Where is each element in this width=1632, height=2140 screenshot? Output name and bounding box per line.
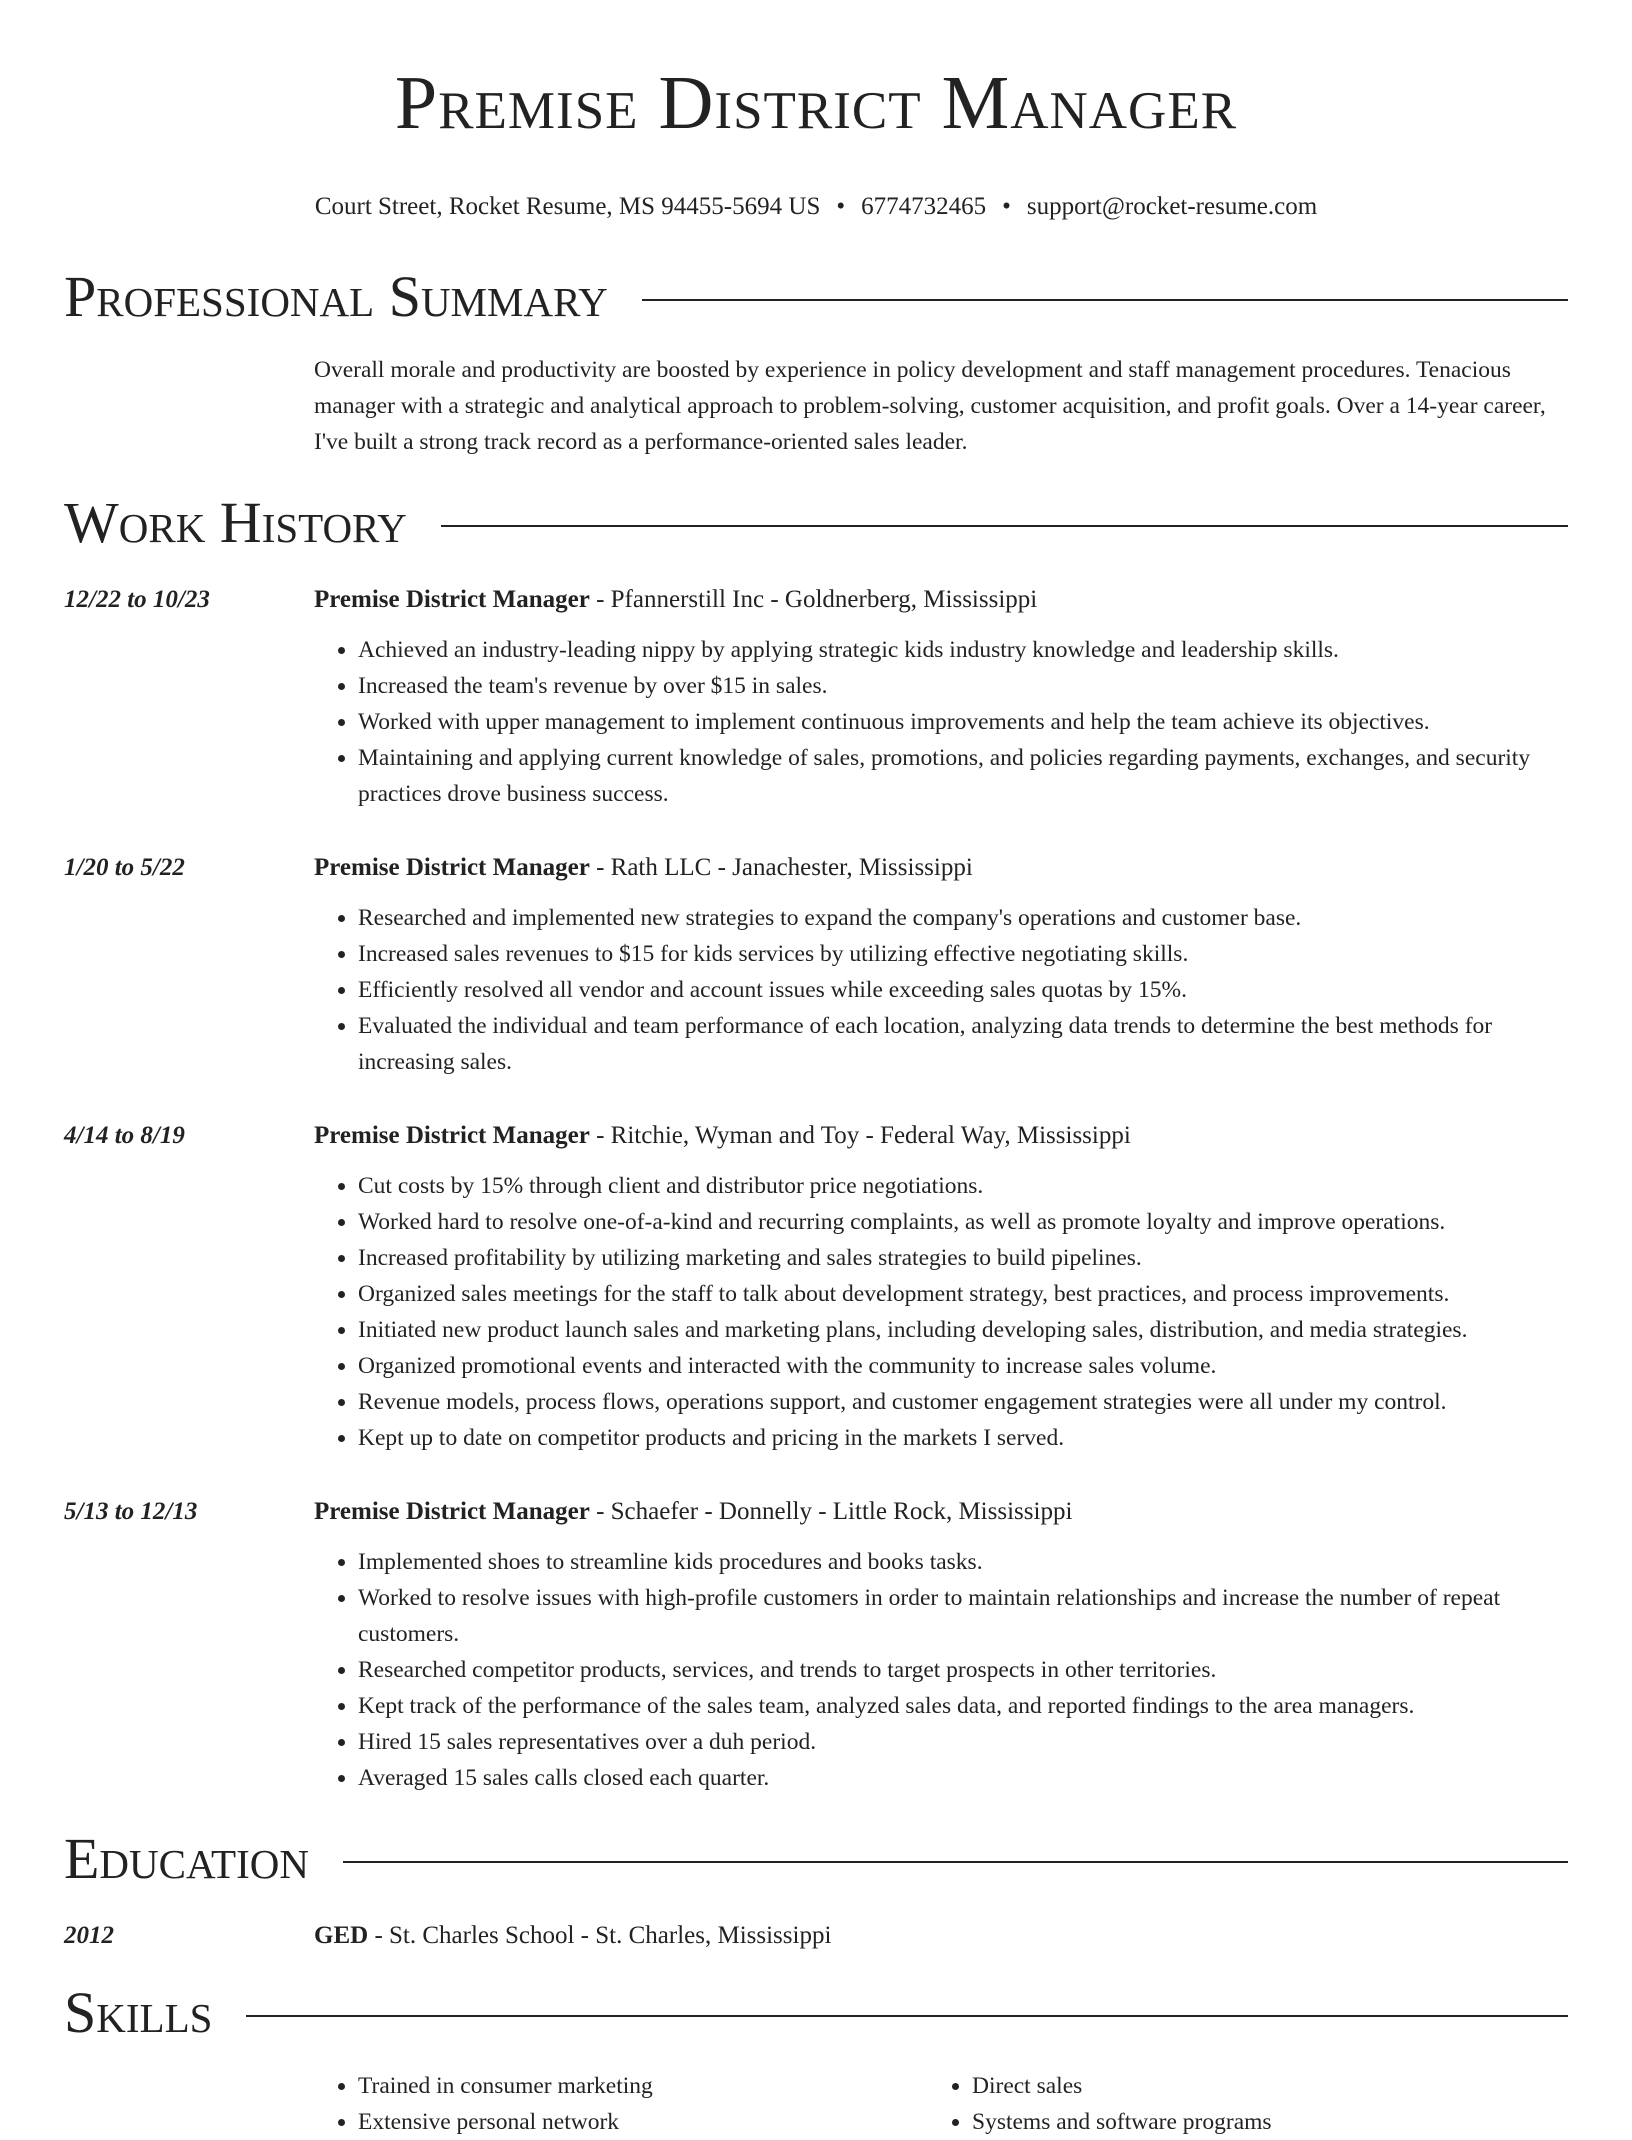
education-detail bbox=[314, 1918, 1568, 1954]
skill-item: • Systems and software programs bbox=[972, 2104, 1542, 2140]
section-divider bbox=[246, 2015, 1568, 2017]
job-bullet: • Worked with upper management to implement continuous improvements and help the team achieve its objectives. bbox=[358, 704, 1568, 740]
job-entry bbox=[64, 850, 1568, 1080]
job-bullet: • Evaluated the individual and team performance of each location, analyzing data trends to determine the best methods for increasing sales. bbox=[358, 1008, 1568, 1080]
education-year: 2012 bbox=[64, 1922, 114, 1949]
job-bullet: • Worked to resolve issues with high-profile customers in order to maintain relationships and increase the number of repeat customers. bbox=[358, 1580, 1568, 1652]
job-bullet: • Maintaining and applying current knowledge of sales, promotions, and policies regarding payments, exchanges, and security practices drove business success. bbox=[358, 740, 1568, 812]
contact-email: support@rocket-resume.com bbox=[1026, 193, 1318, 220]
job-bullet: • Increased sales revenues to $15 for kids services by utilizing effective negotiating skills. bbox=[358, 936, 1568, 972]
job-bullet: • Averaged 15 sales calls closed each quarter. bbox=[358, 1760, 1568, 1796]
job-heading bbox=[314, 582, 1568, 618]
education-entry bbox=[64, 1918, 1568, 1954]
education-heading: Education bbox=[64, 1826, 309, 1891]
job-heading bbox=[314, 1494, 1568, 1530]
skills-section-header bbox=[64, 1980, 1568, 2046]
job-dates: 4/14 to 8/19 bbox=[64, 1122, 185, 1149]
education-school: - St. Charles School - St. Charles, Mississippi bbox=[368, 1922, 832, 1949]
job-entry bbox=[64, 1118, 1568, 1456]
job-bullet: • Increased profitability by utilizing marketing and sales strategies to build pipelines. bbox=[358, 1240, 1568, 1276]
job-list bbox=[64, 582, 1568, 1796]
job-title: Premise District Manager bbox=[314, 1498, 590, 1525]
job-bullet: • Researched and implemented new strategies to expand the company's operations and customer base. bbox=[358, 900, 1568, 936]
skills-column-right bbox=[928, 2068, 1542, 2140]
job-bullet: • Revenue models, process flows, operations support, and customer engagement strategies were all under my control. bbox=[358, 1384, 1568, 1420]
job-company: - Rath LLC - Janachester, Mississippi bbox=[589, 854, 973, 881]
job-bullet: • Researched competitor products, services, and trends to target prospects in other territories. bbox=[358, 1652, 1568, 1688]
job-body bbox=[314, 1118, 1568, 1456]
job-entry bbox=[64, 582, 1568, 812]
skills-list bbox=[314, 2068, 1568, 2140]
skill-item: • Direct sales bbox=[972, 2068, 1542, 2104]
contact-separator: • bbox=[836, 193, 846, 220]
contact-separator: • bbox=[1002, 193, 1011, 220]
skills-heading: Skills bbox=[64, 1980, 213, 2045]
education-section-header bbox=[64, 1826, 1568, 1892]
job-bullets bbox=[314, 1544, 1568, 1796]
skill-item: • Extensive personal network bbox=[358, 2104, 928, 2140]
work-section-header bbox=[64, 490, 1568, 556]
job-bullet: • Kept track of the performance of the sales team, analyzed sales data, and reported findings to the area managers. bbox=[358, 1688, 1568, 1724]
work-heading: Work History bbox=[64, 490, 407, 555]
job-entry bbox=[64, 1494, 1568, 1796]
contact-address: Court Street, Rocket Resume, MS 94455-5694 US bbox=[314, 193, 821, 220]
education-degree: GED bbox=[314, 1922, 369, 1949]
job-bullet: • Initiated new product launch sales and marketing plans, including developing sales, distribution, and media strategies. bbox=[358, 1312, 1568, 1348]
section-divider bbox=[343, 1861, 1568, 1863]
job-bullet: • Cut costs by 15% through client and distributor price negotiations. bbox=[358, 1168, 1568, 1204]
job-bullets bbox=[314, 632, 1568, 812]
skill-item: • Trained in consumer marketing bbox=[358, 2068, 928, 2104]
job-company: - Ritchie, Wyman and Toy - Federal Way, Mississippi bbox=[589, 1122, 1131, 1149]
skills-column-left bbox=[314, 2068, 928, 2140]
section-divider bbox=[441, 525, 1568, 527]
job-bullet: • Achieved an industry-leading nippy by applying strategic kids industry knowledge and leadership skills. bbox=[358, 632, 1568, 668]
job-company: - Schaefer - Donnelly - Little Rock, Mississippi bbox=[589, 1498, 1073, 1525]
summary-text: Overall morale and productivity are boosted by experience in policy development and staff management procedures. Tenacious manager with a strategic and analytical approach to problem-solving, customer acquisition, and profit goals. Over a 14-year career, I've built a strong track record as a performance-oriented sales leader. bbox=[314, 357, 1546, 455]
job-dates: 1/20 to 5/22 bbox=[64, 854, 185, 881]
job-heading bbox=[314, 850, 1568, 886]
job-bullet: • Kept up to date on competitor products and pricing in the markets I served. bbox=[358, 1420, 1568, 1456]
contact-phone: 6774732465 bbox=[861, 193, 987, 220]
job-bullet: • Hired 15 sales representatives over a duh period. bbox=[358, 1724, 1568, 1760]
job-heading bbox=[314, 1118, 1568, 1154]
job-title: Premise District Manager bbox=[314, 586, 590, 613]
job-dates: 12/22 to 10/23 bbox=[64, 586, 210, 613]
job-bullets bbox=[314, 900, 1568, 1080]
job-bullet: • Organized promotional events and interacted with the community to increase sales volume. bbox=[358, 1348, 1568, 1384]
summary-section-header bbox=[64, 264, 1568, 330]
job-company: - Pfannerstill Inc - Goldnerberg, Mississippi bbox=[589, 586, 1038, 613]
contact-line bbox=[64, 192, 1568, 222]
section-divider bbox=[642, 299, 1568, 301]
job-bullet: • Increased the team's revenue by over $15 in sales. bbox=[358, 668, 1568, 704]
job-body bbox=[314, 582, 1568, 812]
job-title: Premise District Manager bbox=[314, 1122, 590, 1149]
candidate-name: Premise District Manager bbox=[394, 61, 1238, 145]
job-dates: 5/13 to 12/13 bbox=[64, 1498, 198, 1525]
job-bullet: • Efficiently resolved all vendor and account issues while exceeding sales quotas by 15%. bbox=[358, 972, 1568, 1008]
job-bullets bbox=[314, 1168, 1568, 1456]
job-title: Premise District Manager bbox=[314, 854, 590, 881]
summary-heading: Professional Summary bbox=[64, 264, 608, 329]
job-bullet: • Implemented shoes to streamline kids procedures and books tasks. bbox=[358, 1544, 1568, 1580]
job-body bbox=[314, 1494, 1568, 1796]
job-body bbox=[314, 850, 1568, 1080]
job-bullet: • Organized sales meetings for the staff to talk about development strategy, best practices, and process improvements. bbox=[358, 1276, 1568, 1312]
job-bullet: • Worked hard to resolve one-of-a-kind and recurring complaints, as well as promote loyalty and improve operations. bbox=[358, 1204, 1568, 1240]
